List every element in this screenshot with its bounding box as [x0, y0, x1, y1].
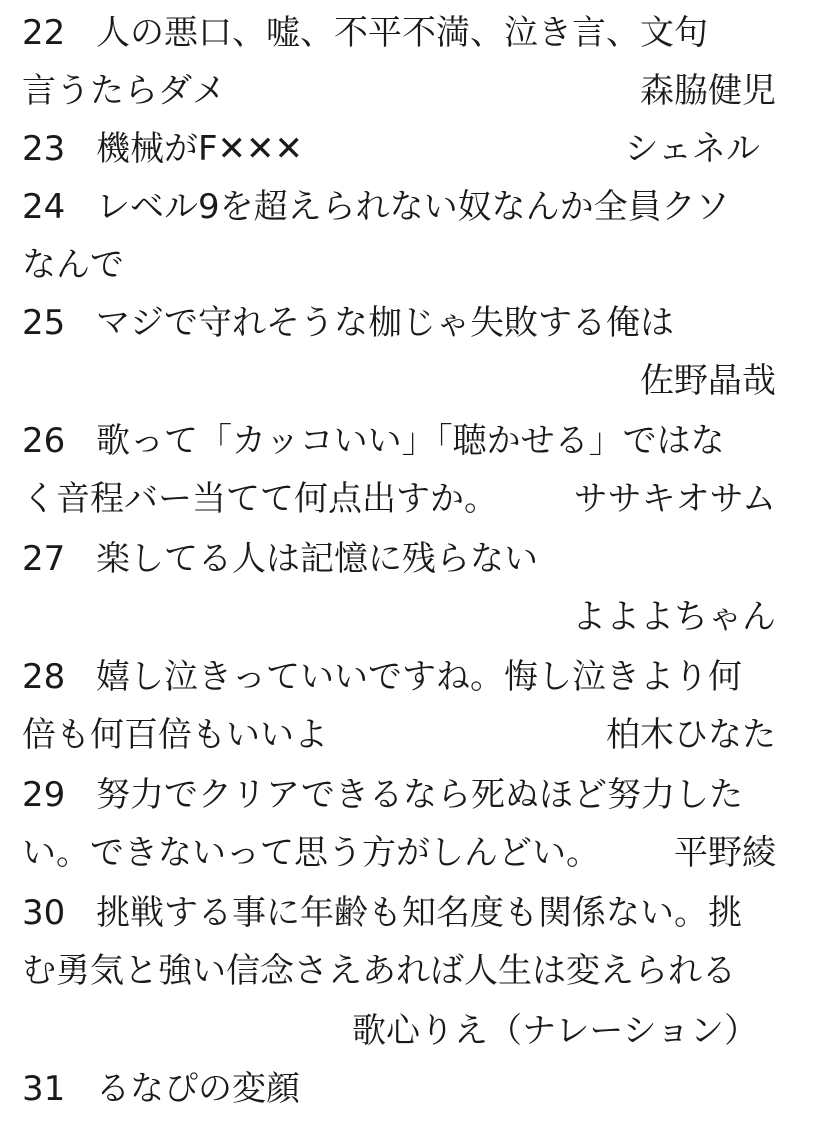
quote-text: マジで守れそうな枷じゃ失敗する俺は [96, 303, 674, 343]
quote-23-line [22, 120, 782, 178]
quote-26-line [22, 412, 782, 470]
quote-27-author-line [22, 588, 782, 646]
quote-author: 歌心りえ（ナレーション） [352, 1011, 758, 1051]
quote-text: 歌って「カッコいい」「聴かせる」ではな [96, 421, 725, 461]
quote-25-line [22, 294, 782, 352]
quote-number: 29 [22, 775, 66, 815]
quote-30-line [22, 884, 782, 942]
quote-29-line [22, 766, 782, 824]
quote-author: 平野綾 [674, 833, 776, 873]
quote-number: 26 [22, 421, 66, 461]
quote-number: 25 [22, 303, 66, 343]
quote-22-line [22, 4, 782, 62]
quote-27-line [22, 530, 782, 588]
quote-author: 柏木ひなた [606, 715, 776, 755]
quote-author: シェネル [624, 129, 760, 169]
quote-text: るなぴの変顔 [96, 1069, 300, 1109]
quote-number: 22 [22, 13, 66, 53]
quote-26-line-cont [22, 470, 782, 528]
quote-31-line [22, 1060, 782, 1118]
quote-number: 30 [22, 893, 66, 933]
quote-number: 27 [22, 539, 66, 579]
quote-text: 楽してる人は記憶に残らない [96, 539, 538, 579]
quote-28-line-cont [22, 706, 782, 764]
quote-25-author-line [22, 352, 782, 410]
quote-30-line-cont [22, 942, 782, 1000]
quote-22-line-cont [22, 62, 782, 120]
quote-24-line [22, 178, 782, 236]
quote-text: 挑戦する事に年齢も知名度も関係ない。挑 [96, 893, 742, 933]
quote-text: 人の悪口、嘘、不平不満、泣き言、文句 [96, 13, 708, 53]
quote-text-cont: い。できないって思う方がしんどい。 [22, 833, 600, 873]
quote-number: 24 [22, 187, 66, 227]
quote-text: レベル9を超えられない奴なんか全員クソ [96, 187, 730, 227]
quote-text-cont: なんで [22, 245, 124, 285]
quote-text-cont: 倍も何百倍もいいよ [22, 715, 328, 755]
quote-text-cont: 言うたらダメ [22, 71, 226, 111]
quote-author: 森脇健児 [640, 71, 776, 111]
quote-number: 31 [22, 1069, 66, 1109]
quote-text: 努力でクリアできるなら死ぬほど努力した [96, 775, 744, 815]
quote-text: 機械がF✕✕✕ [96, 129, 304, 169]
quote-text-cont: く音程バー当てて何点出すか。 [22, 479, 498, 519]
quote-24-line-cont [22, 236, 782, 294]
quote-author: よよよちゃん [572, 597, 776, 637]
quote-author: 佐野晶哉 [640, 361, 776, 401]
quote-28-line [22, 648, 782, 706]
quote-number: 23 [22, 129, 66, 169]
quote-author: ササキオサム [573, 479, 776, 519]
quote-text: 嬉し泣きっていいですね。悔し泣きより何 [96, 657, 742, 697]
quote-30-author-line [22, 1002, 782, 1060]
quote-29-line-cont [22, 824, 782, 882]
quote-text-cont: む勇気と強い信念さえあれば人生は変えられる [22, 951, 736, 991]
quote-number: 28 [22, 657, 66, 697]
